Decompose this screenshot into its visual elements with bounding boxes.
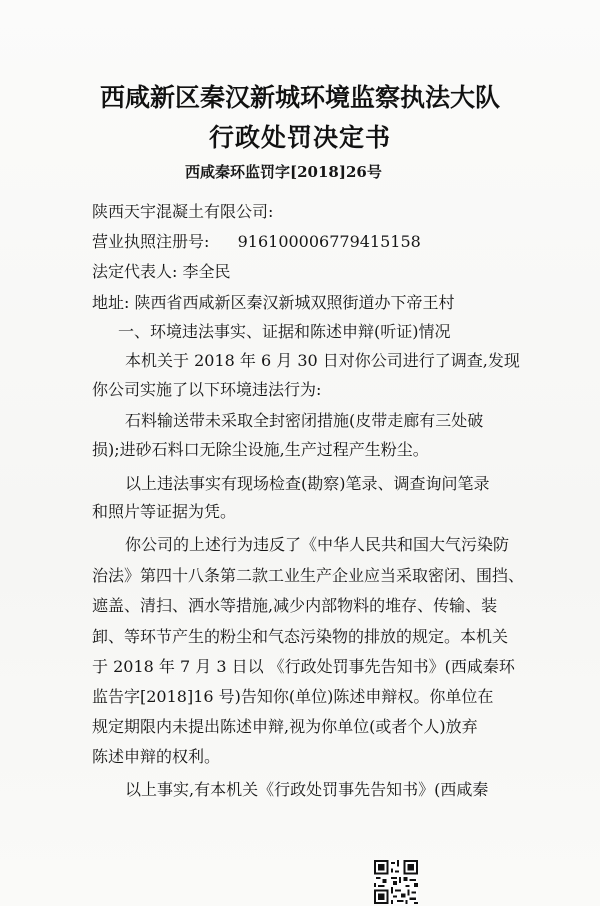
body-line: 治法》第四十八条第二款工业生产企业应当采取密闭、围挡、 — [92, 566, 525, 585]
body-line: 石料输送带未采取全封密闭措施(皮带走廊有三处破 — [125, 411, 484, 430]
document-type-title: 行政处罚决定书 — [208, 123, 391, 152]
representative-value: 李全民 — [182, 262, 231, 281]
representative-label: 法定代表人: — [92, 262, 178, 281]
license-row — [92, 229, 421, 252]
qr-code-icon — [374, 860, 418, 904]
body-line: 以上违法事实有现场检查(勘察)笔录、调查询问笔录 — [125, 474, 490, 493]
address-value: 陕西省西咸新区秦汉新城双照街道办下帝王村 — [134, 293, 455, 312]
license-value: 916100006779415158 — [237, 232, 421, 251]
agency-title: 西咸新区秦汉新城环境监察执法大队 — [99, 83, 500, 112]
address-row — [92, 290, 455, 313]
body-line: 你公司实施了以下环境违法行为: — [92, 380, 322, 399]
address-label: 地址: — [92, 293, 130, 312]
document-number: 西咸秦环监罚字[2018]26号 — [185, 163, 382, 181]
section-heading: 一、环境违法事实、证据和陈述申辩(听证)情况 — [118, 322, 451, 341]
party-name: 陕西天宇混凝土有限公司: — [92, 202, 274, 221]
body-line: 于 2018 年 7 月 3 日以 《行政处罚事先告知书》(西咸秦环 — [92, 657, 515, 676]
license-label: 营业执照注册号: — [92, 232, 210, 251]
body-line: 本机关于 2018 年 6 月 30 日对你公司进行了调查,发现 — [125, 351, 520, 370]
representative-row — [92, 259, 231, 282]
body-line: 你公司的上述行为违反了《中华人民共和国大气污染防 — [125, 535, 510, 554]
body-line: 卸、等环节产生的粉尘和气态污染物的排放的规定。本机关 — [92, 627, 509, 646]
body-line: 陈述申辩的权利。 — [92, 747, 221, 766]
body-line: 和照片等证据为凭。 — [92, 502, 237, 521]
body-line: 损);进砂石料口无除尘设施,生产过程产生粉尘。 — [92, 440, 429, 459]
body-line: 以上事实,有本机关《行政处罚事先告知书》(西咸秦 — [125, 780, 489, 799]
body-line: 遮盖、清扫、洒水等措施,减少内部物料的堆存、传输、装 — [92, 596, 498, 615]
body-line: 监告字[2018]16 号)告知你(单位)陈述申辩权。你单位在 — [92, 687, 494, 706]
body-line: 规定期限内未提出陈述申辩,视为你单位(或者个人)放弃 — [92, 717, 478, 736]
